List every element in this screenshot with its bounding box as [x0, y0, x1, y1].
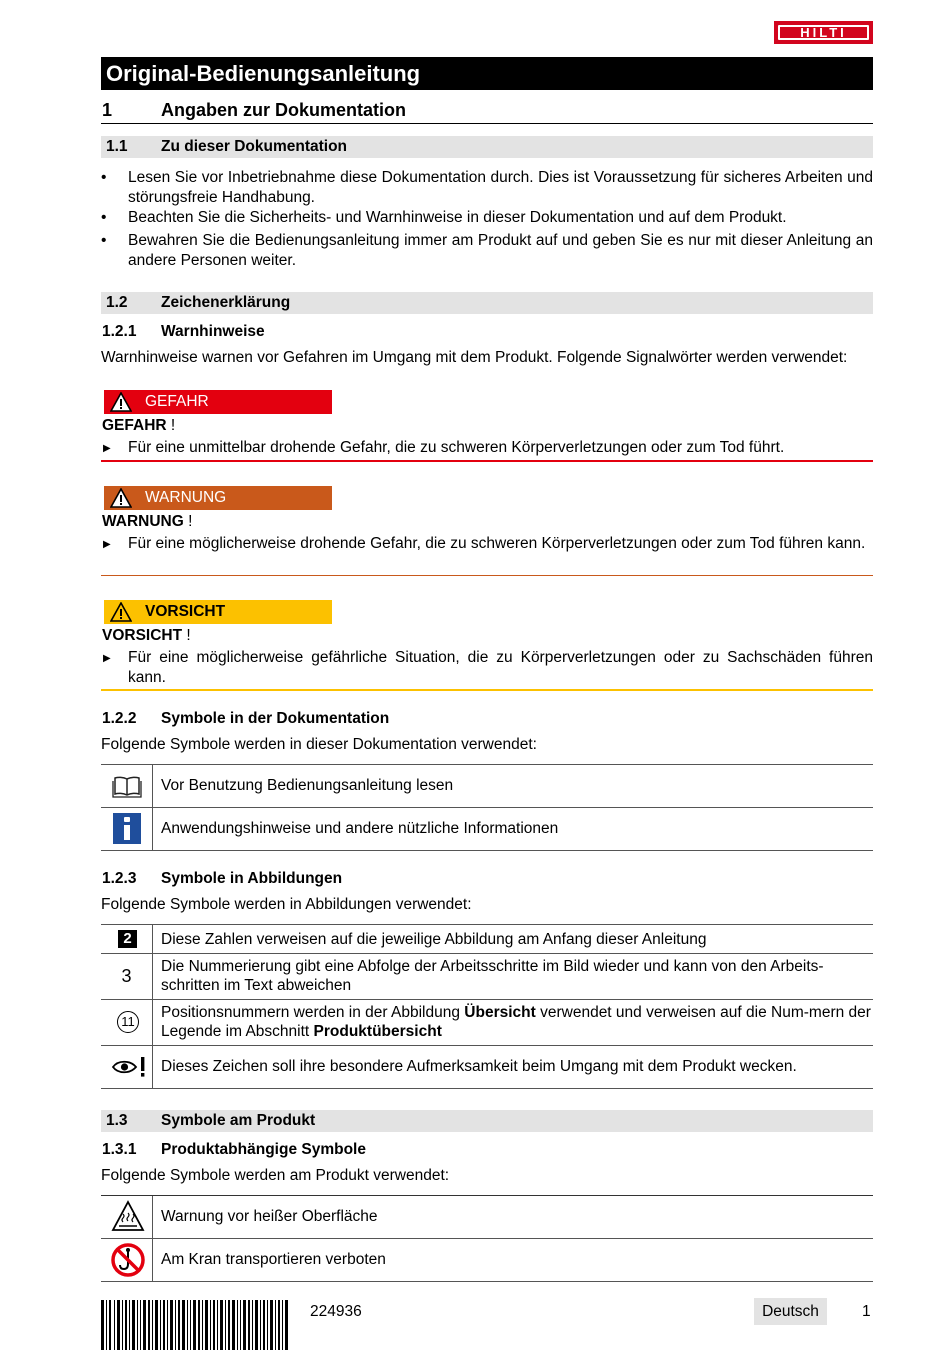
table-row — [101, 1000, 873, 1046]
intro-text: Folgende Symbole werden in Abbildungen verwendet: — [101, 896, 472, 913]
section-title: Symbole in der Dokumentation — [161, 710, 390, 727]
warning-text: Für eine möglicherweise gefährliche Situation, die zu Körperverletzungen oder zu Sachschäden führen kann. — [128, 649, 873, 686]
signal-word: GEFAHR ! — [102, 417, 176, 434]
table-row — [101, 1196, 873, 1239]
warning-text: Für eine unmittelbar drohende Gefahr, die zu schweren Körperverletzungen oder zum Tod führt. — [128, 439, 785, 456]
table-cell-text: Vor Benutzung Bedienungsanleitung lesen — [161, 777, 454, 794]
danger-rule — [101, 460, 873, 462]
warning-triangle-icon — [110, 488, 132, 508]
arrow-bullet-icon: ▶ — [103, 443, 111, 454]
warning-item — [101, 648, 873, 688]
section-number: 1 — [102, 100, 113, 120]
section-1-2-2-heading — [101, 710, 873, 730]
section-1-3-heading — [101, 1110, 873, 1132]
table-row — [101, 925, 873, 954]
section-number: 1.3 — [106, 1112, 128, 1129]
table-cell-text: Die Nummerierung gibt eine Abfolge der Arbeitsschritte im Bild wieder und kann von den Arbeits-schritten im Text abweichen — [161, 958, 824, 994]
section-1-2-1-heading — [101, 323, 873, 343]
section-title: Symbole in Abbildungen — [161, 870, 343, 887]
documentation-symbols-table — [101, 764, 873, 851]
warning-item — [101, 534, 873, 574]
section-number: 1.3.1 — [102, 1141, 137, 1158]
section-title: Zeichenerklärung — [161, 294, 291, 311]
bullet-text: Bewahren Sie die Bedienungsanleitung immer am Produkt auf und geben Sie es nur mit dieser Anleitung an andere Personen weiter. — [128, 232, 873, 269]
intro-text: Folgende Symbole werden am Produkt verwendet: — [101, 1167, 450, 1184]
table-cell-text: Am Kran transportieren verboten — [161, 1251, 386, 1268]
product-symbols-table — [101, 1195, 873, 1282]
section-number: 1.2.2 — [102, 710, 137, 727]
warning-triangle-icon — [110, 392, 132, 412]
barcode-icon — [101, 1300, 291, 1350]
section-title: Angaben zur Dokumentation — [161, 100, 407, 120]
warning-text: Für eine möglicherweise drohende Gefahr, die zu schweren Körperverletzungen oder zum Tod führen kann. — [128, 535, 866, 552]
hot-surface-warning-icon — [111, 1200, 145, 1232]
section-title: Produktabhängige Symbole — [161, 1141, 366, 1158]
warning-signal-label — [104, 486, 332, 510]
table-cell-text: Positionsnummern werden in der Abbildung Übersicht verwendet und verweisen auf die Num-mern der Legende im Abschnitt Produktübersicht — [161, 1004, 871, 1040]
signal-word: VORSICHT ! — [102, 627, 191, 644]
intro-text: Warnhinweise warnen vor Gefahren im Umgang mit dem Produkt. Folgende Signalwörter werden verwendet: — [101, 349, 848, 366]
intro-text: Folgende Symbole werden in dieser Dokumentation verwendet: — [101, 736, 537, 753]
no-crane-transport-icon — [110, 1242, 146, 1278]
danger-signal-label — [104, 390, 332, 414]
signal-label-text: VORSICHT — [145, 603, 226, 620]
page-title: Original-Bedienungsanleitung — [101, 57, 873, 90]
step-number-icon: 3 — [121, 966, 132, 986]
position-number-icon: 11 — [117, 1011, 139, 1033]
section-title: Zu dieser Dokumentation — [161, 138, 348, 155]
table-cell-text: Anwendungshinweise und andere nützliche Informationen — [161, 820, 559, 837]
signal-label-text: WARNUNG — [145, 489, 227, 506]
attention-eye-icon — [111, 1056, 147, 1078]
warning-triangle-icon — [110, 602, 132, 622]
table-cell-text: Diese Zahlen verweisen auf die jeweilige Abbildung am Anfang dieser Anleitung — [161, 931, 707, 948]
caution-signal-label — [104, 600, 332, 624]
illustration-symbols-table — [101, 924, 873, 1089]
section-1-2-heading — [101, 292, 873, 314]
section-1-1-heading — [101, 136, 873, 158]
table-row — [101, 1239, 873, 1282]
arrow-bullet-icon: ▶ — [103, 539, 111, 550]
book-icon — [112, 774, 142, 798]
section-title: Symbole am Produkt — [161, 1112, 316, 1129]
language-label: Deutsch — [754, 1298, 827, 1325]
section-1-3-1-heading — [101, 1141, 873, 1161]
table-row — [101, 808, 873, 851]
table-cell-text: Dieses Zeichen soll ihre besondere Aufmerksamkeit beim Umgang mit dem Produkt wecken. — [161, 1058, 797, 1075]
section-1-2-3-heading — [101, 870, 873, 890]
warning-rule — [101, 575, 873, 576]
section-number: 1.2 — [106, 294, 128, 311]
bullet-item: • Beachten Sie die Sicherheits- und Warnhinweise in dieser Dokumentation und auf dem Produkt. — [101, 208, 873, 228]
table-row — [101, 765, 873, 808]
page-number: 1 — [862, 1303, 871, 1320]
bullet-text: Beachten Sie die Sicherheits- und Warnhinweise in dieser Dokumentation und auf dem Produkt. — [128, 209, 787, 226]
table-row — [101, 1046, 873, 1089]
arrow-bullet-icon: ▶ — [103, 653, 111, 664]
hilti-logo — [774, 21, 873, 44]
logo-text: HILTI — [778, 25, 869, 40]
signal-label-text: GEFAHR — [145, 393, 209, 410]
bullet-item: • Bewahren Sie die Bedienungsanleitung immer am Produkt auf und geben Sie es nur mit dieser Anleitung an andere Personen weiter. — [101, 232, 873, 269]
warning-item — [101, 438, 873, 458]
bullet-item: • Lesen Sie vor Inbetriebnahme diese Dokumentation durch. Dies ist Voraussetzung für sicheres Arbeiten und störungsfreie Handhabung. — [101, 169, 873, 206]
caution-rule — [101, 689, 873, 691]
section-number: 1.2.3 — [102, 870, 137, 887]
section-number: 1.1 — [106, 138, 128, 155]
table-cell-text: Warnung vor heißer Oberfläche — [161, 1208, 378, 1225]
section-1-heading — [101, 96, 873, 124]
signal-word: WARNUNG ! — [102, 513, 193, 530]
document-number: 224936 — [310, 1303, 362, 1320]
section-title: Warnhinweise — [161, 323, 265, 340]
info-icon — [113, 813, 141, 844]
section-number: 1.2.1 — [102, 323, 137, 340]
bullet-text: Lesen Sie vor Inbetriebnahme diese Dokumentation durch. Dies ist Voraussetzung für sicheres Arbeiten und störungsfreie Handhabung. — [128, 169, 873, 206]
table-row — [101, 954, 873, 1000]
figure-number-icon: 2 — [118, 930, 137, 948]
